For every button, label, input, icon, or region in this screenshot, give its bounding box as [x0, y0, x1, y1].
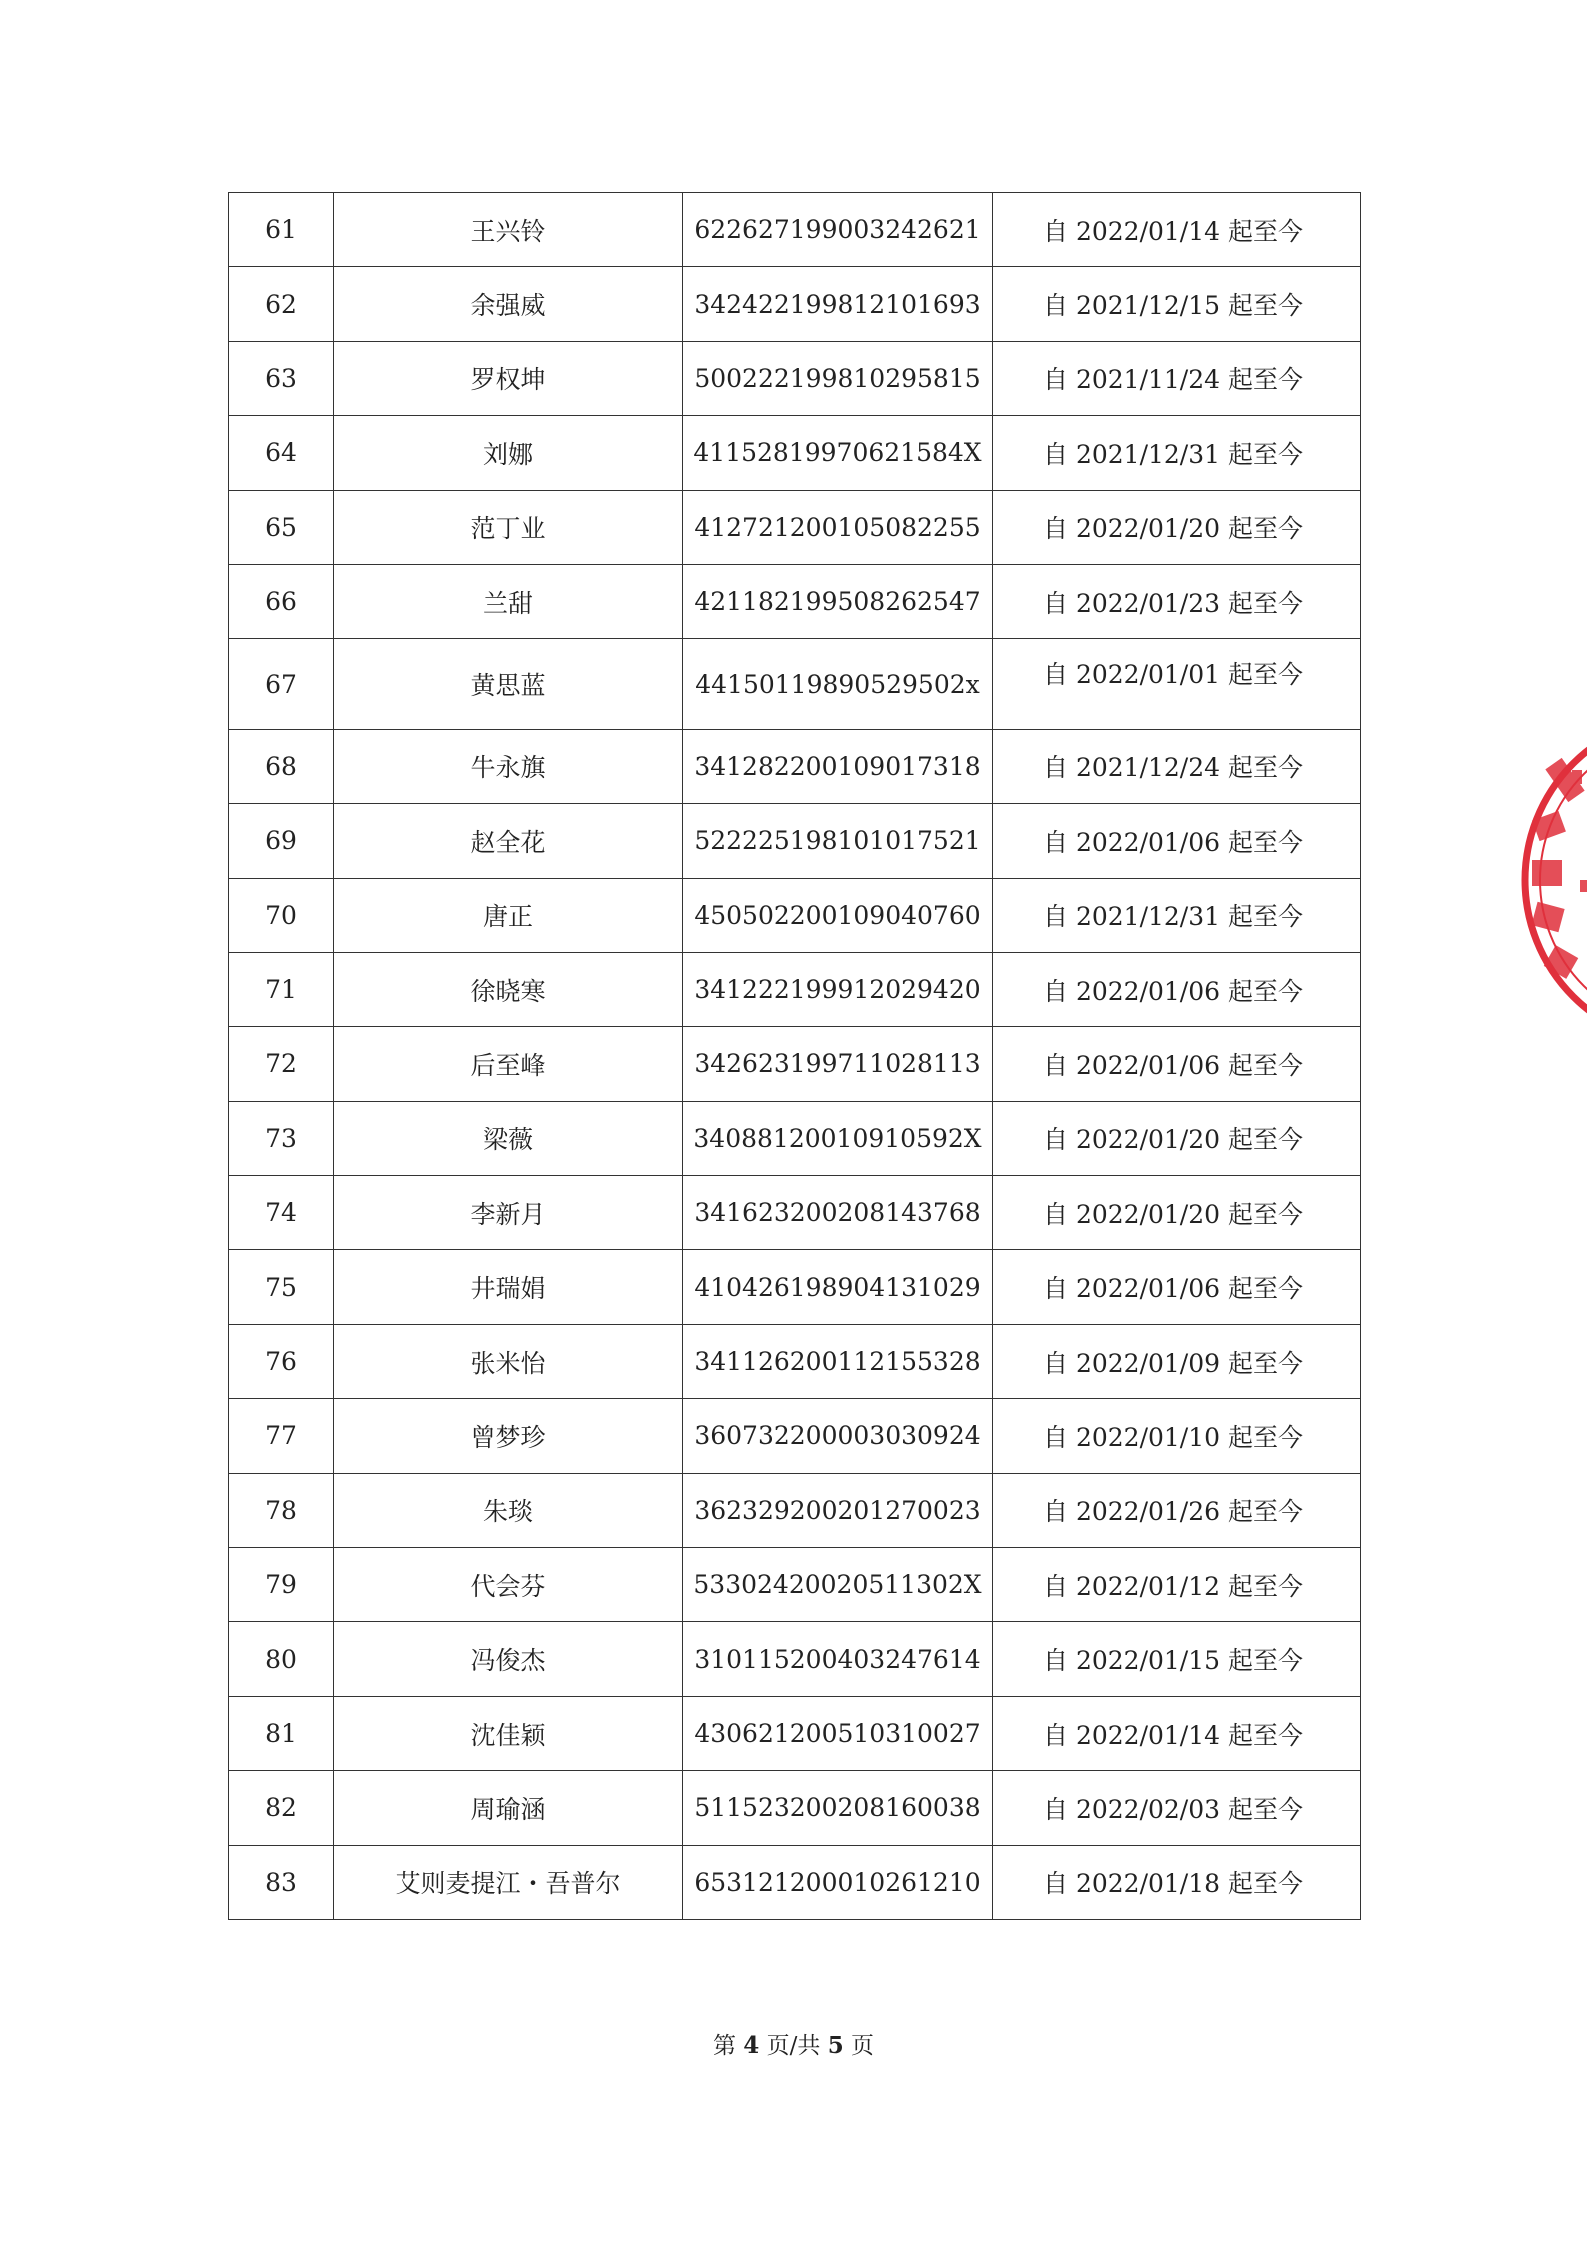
table-row	[229, 1027, 1361, 1101]
row-number: 72	[229, 1027, 334, 1101]
employee-name: 唐正	[334, 878, 683, 952]
current-page-number: 4	[743, 2032, 760, 2059]
id-number: 430621200510310027	[683, 1696, 993, 1770]
employment-period: 自 2021/12/24 起至今	[993, 729, 1361, 803]
employee-name: 代会芬	[334, 1548, 683, 1622]
employment-period: 自 2022/01/14 起至今	[993, 1696, 1361, 1770]
table-row	[229, 490, 1361, 564]
employment-period: 自 2022/01/23 起至今	[993, 564, 1361, 638]
row-number: 63	[229, 341, 334, 415]
employee-name: 王兴铃	[334, 193, 683, 267]
employment-period: 自 2021/11/24 起至今	[993, 341, 1361, 415]
employee-name: 赵全花	[334, 804, 683, 878]
employee-name: 梁薇	[334, 1101, 683, 1175]
id-number: 522225198101017521	[683, 804, 993, 878]
id-number: 450502200109040760	[683, 878, 993, 952]
employee-name: 余强威	[334, 267, 683, 341]
employment-period: 自 2022/01/20 起至今	[993, 1101, 1361, 1175]
employment-period: 自 2022/01/20 起至今	[993, 1176, 1361, 1250]
row-number: 64	[229, 416, 334, 490]
table-row	[229, 1324, 1361, 1398]
employment-period: 自 2022/01/18 起至今	[993, 1845, 1361, 1919]
row-number: 62	[229, 267, 334, 341]
employee-name: 徐晓寒	[334, 952, 683, 1026]
employment-period: 自 2022/01/09 起至今	[993, 1324, 1361, 1398]
id-number: 622627199003242621	[683, 193, 993, 267]
id-number: 653121200010261210	[683, 1845, 993, 1919]
employee-name: 周瑜涵	[334, 1771, 683, 1845]
employment-period: 自 2022/01/10 起至今	[993, 1399, 1361, 1473]
id-number: 341623200208143768	[683, 1176, 993, 1250]
employment-period: 自 2022/01/15 起至今	[993, 1622, 1361, 1696]
employee-name: 艾则麦提江・吾普尔	[334, 1845, 683, 1919]
row-number: 80	[229, 1622, 334, 1696]
id-number: 511523200208160038	[683, 1771, 993, 1845]
employee-name: 罗权坤	[334, 341, 683, 415]
id-number: 421182199508262547	[683, 564, 993, 638]
table-row	[229, 1696, 1361, 1770]
employment-period: 自 2022/01/06 起至今	[993, 1250, 1361, 1324]
id-number: 341282200109017318	[683, 729, 993, 803]
id-number: 360732200003030924	[683, 1399, 993, 1473]
employee-name: 刘娜	[334, 416, 683, 490]
employee-table	[228, 192, 1361, 1920]
row-number: 69	[229, 804, 334, 878]
table-row	[229, 1399, 1361, 1473]
table-row	[229, 1473, 1361, 1547]
row-number: 71	[229, 952, 334, 1026]
employee-name: 朱琰	[334, 1473, 683, 1547]
row-number: 73	[229, 1101, 334, 1175]
employment-period: 自 2022/01/06 起至今	[993, 804, 1361, 878]
row-number: 83	[229, 1845, 334, 1919]
employment-period: 自 2021/12/31 起至今	[993, 878, 1361, 952]
table-row	[229, 952, 1361, 1026]
table-row	[229, 1101, 1361, 1175]
row-number: 68	[229, 729, 334, 803]
employment-period: 自 2022/01/06 起至今	[993, 952, 1361, 1026]
employee-name: 兰甜	[334, 564, 683, 638]
row-number: 74	[229, 1176, 334, 1250]
table-row	[229, 193, 1361, 267]
table-row	[229, 1622, 1361, 1696]
employment-period: 自 2022/01/20 起至今	[993, 490, 1361, 564]
employment-period: 自 2021/12/31 起至今	[993, 416, 1361, 490]
row-number: 67	[229, 639, 334, 729]
employee-name: 张米怡	[334, 1324, 683, 1398]
employment-period: 自 2022/01/26 起至今	[993, 1473, 1361, 1547]
id-number: 410426198904131029	[683, 1250, 993, 1324]
table-row	[229, 1845, 1361, 1919]
id-number: 44150119890529502x	[683, 639, 993, 729]
table-row	[229, 564, 1361, 638]
employee-name: 后至峰	[334, 1027, 683, 1101]
id-number: 500222199810295815	[683, 341, 993, 415]
total-page-number: 5	[827, 2032, 844, 2059]
table-row	[229, 1771, 1361, 1845]
employee-name: 井瑞娟	[334, 1250, 683, 1324]
employee-name: 黄思蓝	[334, 639, 683, 729]
id-number: 362329200201270023	[683, 1473, 993, 1547]
row-number: 76	[229, 1324, 334, 1398]
employee-name: 曾梦珍	[334, 1399, 683, 1473]
employment-period: 自 2021/12/15 起至今	[993, 267, 1361, 341]
table-row	[229, 416, 1361, 490]
id-number: 53302420020511302X	[683, 1548, 993, 1622]
id-number: 310115200403247614	[683, 1622, 993, 1696]
row-number: 75	[229, 1250, 334, 1324]
employee-name: 冯俊杰	[334, 1622, 683, 1696]
table-body	[229, 193, 1361, 1920]
employment-period: 自 2022/01/01 起至今	[993, 639, 1361, 729]
id-number: 342422199812101693	[683, 267, 993, 341]
row-number: 70	[229, 878, 334, 952]
footer-prefix: 第	[712, 2033, 744, 2059]
row-number: 66	[229, 564, 334, 638]
employment-period: 自 2022/01/14 起至今	[993, 193, 1361, 267]
employee-name: 李新月	[334, 1176, 683, 1250]
id-number: 341222199912029420	[683, 952, 993, 1026]
table-row	[229, 878, 1361, 952]
table-row	[229, 639, 1361, 729]
table-row	[229, 341, 1361, 415]
row-number: 79	[229, 1548, 334, 1622]
employment-period: 自 2022/01/06 起至今	[993, 1027, 1361, 1101]
employment-period: 自 2022/02/03 起至今	[993, 1771, 1361, 1845]
row-number: 81	[229, 1696, 334, 1770]
table-row	[229, 1548, 1361, 1622]
id-number: 342623199711028113	[683, 1027, 993, 1101]
employee-name: 牛永旗	[334, 729, 683, 803]
footer-suffix: 页	[843, 2033, 875, 2059]
table-row	[229, 267, 1361, 341]
row-number: 77	[229, 1399, 334, 1473]
red-seal-stamp	[1510, 700, 1587, 1060]
table-row	[229, 1250, 1361, 1324]
row-number: 78	[229, 1473, 334, 1547]
table-row	[229, 1176, 1361, 1250]
row-number: 82	[229, 1771, 334, 1845]
id-number: 41152819970621584X	[683, 416, 993, 490]
id-number: 34088120010910592X	[683, 1101, 993, 1175]
employee-name: 沈佳颖	[334, 1696, 683, 1770]
id-number: 412721200105082255	[683, 490, 993, 564]
table-row	[229, 804, 1361, 878]
row-number: 61	[229, 193, 334, 267]
employment-period: 自 2022/01/12 起至今	[993, 1548, 1361, 1622]
employee-name: 范丁业	[334, 490, 683, 564]
id-number: 341126200112155328	[683, 1324, 993, 1398]
row-number: 65	[229, 490, 334, 564]
page-footer	[0, 2027, 1587, 2060]
table-row	[229, 729, 1361, 803]
footer-middle: 页/共	[759, 2033, 828, 2059]
